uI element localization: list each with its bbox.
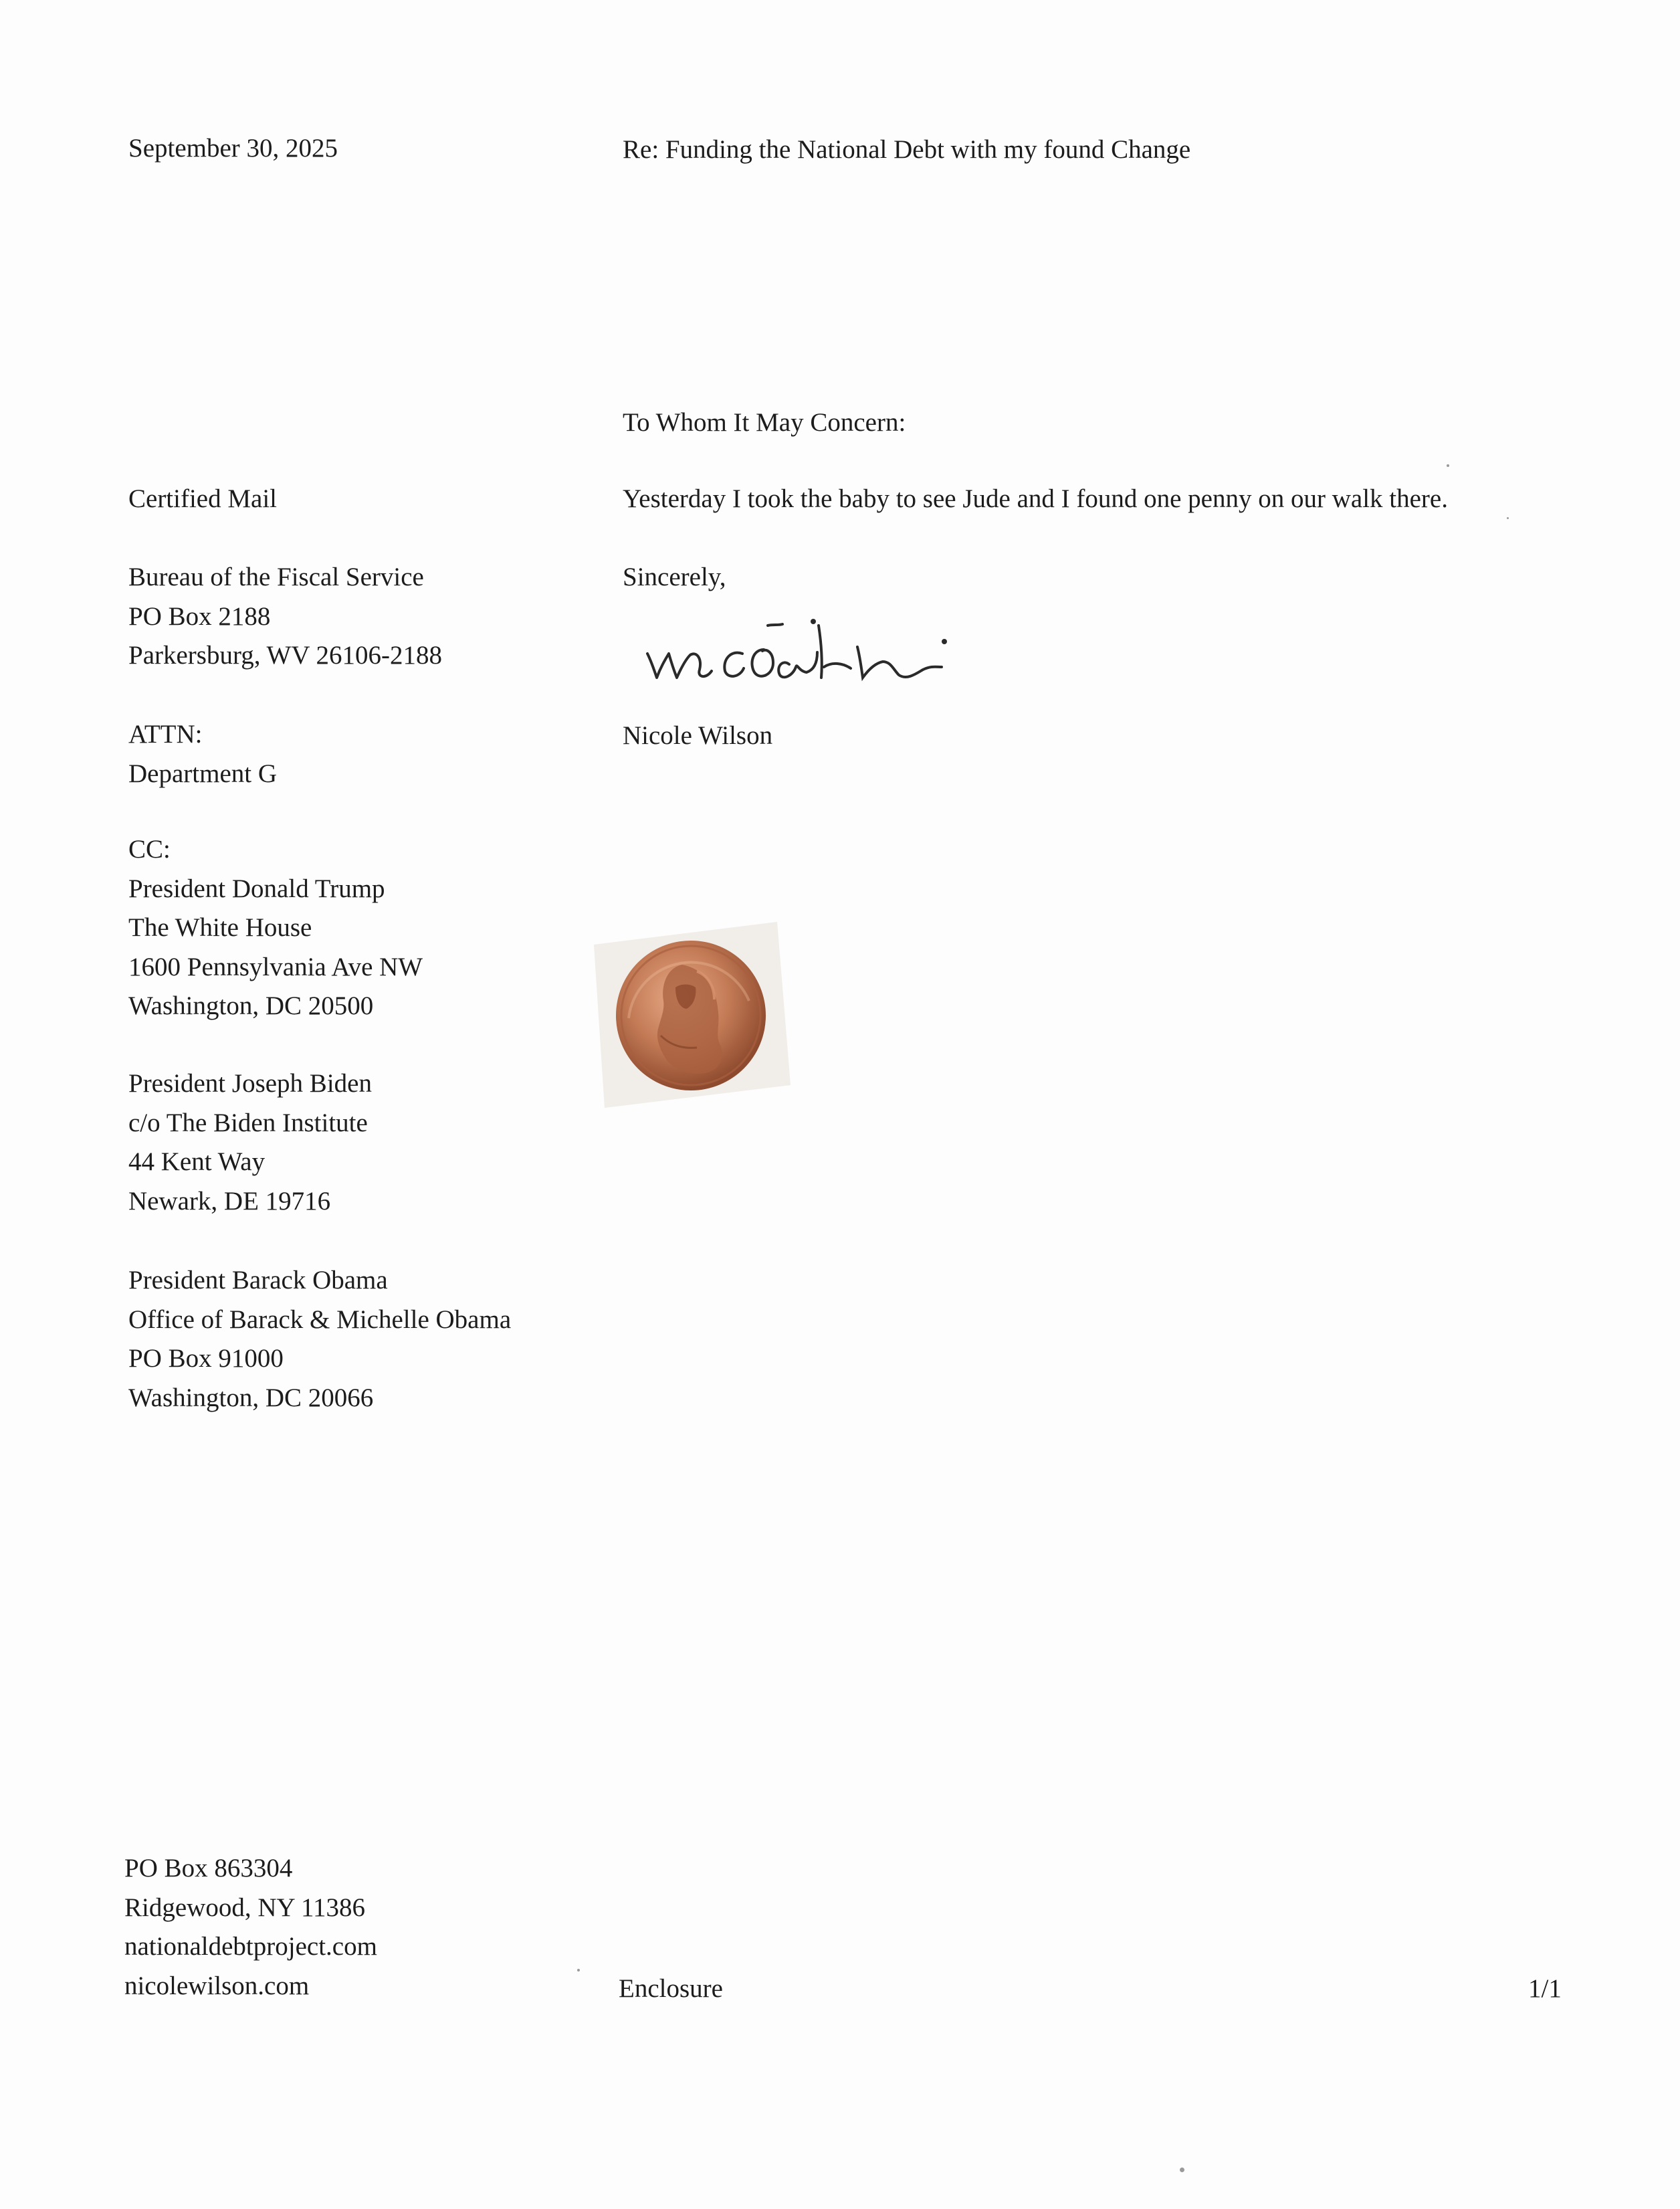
recipient-line: Bureau of the Fiscal Service — [128, 563, 424, 591]
cc-line: CC: — [128, 835, 171, 864]
cc-line: Washington, DC 20066 — [128, 1383, 374, 1412]
cc-line: Office of Barack & Michelle Obama — [128, 1305, 512, 1334]
letter-subject: Re: Funding the National Debt with my found Change — [623, 135, 1191, 164]
mailing-method: Certified Mail — [128, 484, 278, 513]
scan-speck — [1447, 464, 1449, 467]
cc-biden-address — [128, 1064, 372, 1221]
cc-line: Washington, DC 20500 — [128, 991, 374, 1020]
signature-image — [642, 605, 1003, 699]
sender-line: Ridgewood, NY 11386 — [124, 1893, 366, 1922]
page-number: 1/1 — [1528, 1974, 1562, 2003]
sender-address — [124, 1849, 377, 2006]
sender-website-link[interactable]: nationaldebtproject.com — [124, 1932, 377, 1961]
penny-enclosure-image — [582, 918, 796, 1112]
scan-speck — [1507, 517, 1509, 519]
sender-line: PO Box 863304 — [124, 1854, 293, 1883]
recipient-address — [128, 558, 442, 676]
letter-date: September 30, 2025 — [128, 134, 338, 163]
cc-line: President Donald Trump — [128, 874, 385, 903]
scan-speck — [1180, 2168, 1184, 2172]
attn-line: ATTN: — [128, 720, 203, 749]
salutation: To Whom It May Concern: — [623, 408, 906, 437]
cc-line: 1600 Pennsylvania Ave NW — [128, 952, 423, 981]
cc-line: President Joseph Biden — [128, 1069, 372, 1098]
cc-line: c/o The Biden Institute — [128, 1108, 368, 1137]
cc-trump-address — [128, 830, 423, 1026]
cc-line: 44 Kent Way — [128, 1147, 266, 1176]
enclosure-note: Enclosure — [619, 1974, 723, 2003]
cc-line: The White House — [128, 913, 312, 942]
closing: Sincerely, — [623, 563, 726, 591]
recipient-line: Parkersburg, WV 26106-2188 — [128, 641, 443, 670]
letter-body: Yesterday I took the baby to see Jude and I found one penny on our walk there. — [623, 484, 1448, 513]
recipient-line: PO Box 2188 — [128, 601, 271, 631]
cc-line: President Barack Obama — [128, 1266, 388, 1294]
cc-obama-address — [128, 1261, 511, 1418]
cc-line: Newark, DE 19716 — [128, 1186, 331, 1216]
attention-block — [128, 715, 277, 793]
attn-line: Department G — [128, 759, 278, 788]
sender-website-link[interactable]: nicolewilson.com — [124, 1971, 310, 2000]
signer-name: Nicole Wilson — [623, 721, 773, 750]
cc-line: PO Box 91000 — [128, 1344, 284, 1373]
scan-speck — [577, 1969, 580, 1972]
